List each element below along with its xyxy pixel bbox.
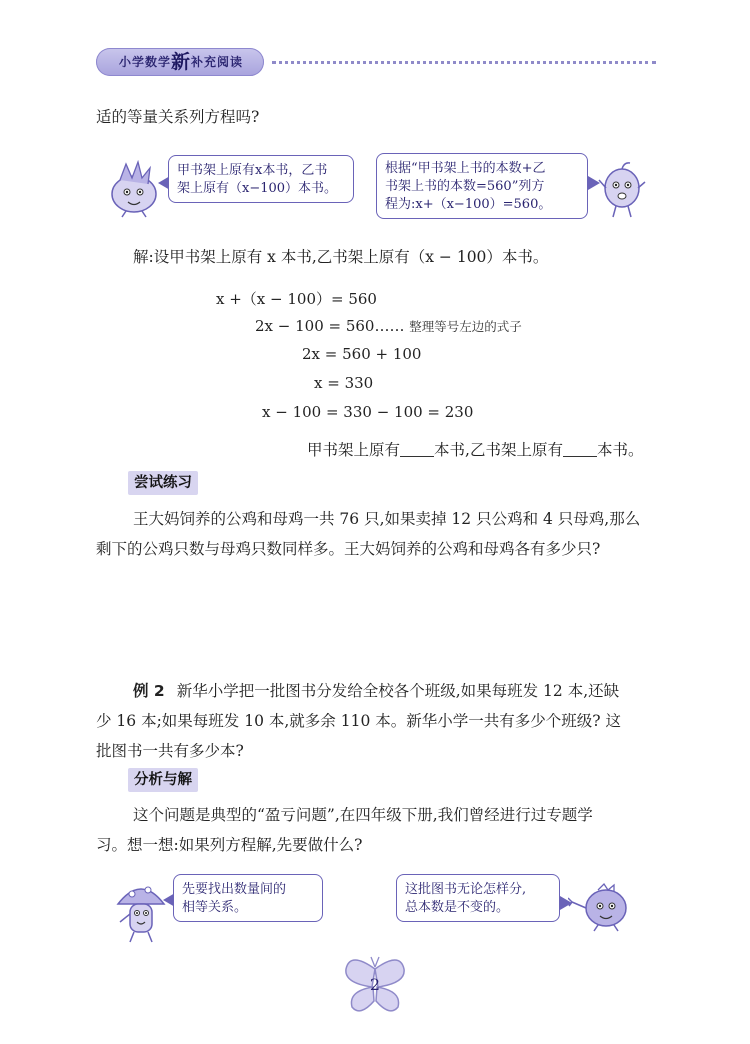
speech-bubble-left: 甲书架上原有x本书，乙书 架上原有（x−100）本书。 [168,155,354,203]
analysis-line-2: 习。想一想:如果列方程解,先要做什么? [96,836,363,854]
speech-bubble-bottom-right: 这批图书无论怎样分, 总本数是不变的。 [396,874,560,922]
equation-1: x +（x − 100）= 560 [216,290,377,308]
example-2-line-2: 少 16 本;如果每班发 10 本,就多余 110 本。新华小学一共有多少个班级? 这 [96,712,621,730]
example-2-line-3: 批图书一共有多少本? [96,742,244,760]
example-2-line-1-text: 新华小学把一批图书分发给全校各个班级,如果每班发 12 本,还缺 [176,682,620,700]
mushroom-character-icon [112,878,170,944]
equation-2-text: 2x − 100 = 560…… [255,317,405,335]
answer-line [307,435,643,465]
equation-3: 2x = 560 + 100 [302,345,422,363]
answer-text-c: 本书。 [596,441,644,459]
answer-blank-2[interactable] [563,442,597,457]
vegetable-character-icon [104,160,166,218]
series-title: 小学数学新补充阅读 [118,51,244,73]
answer-text-a: 甲书架上原有 [307,441,401,459]
solution-intro: 解:设甲书架上原有 x 本书,乙书架上原有（x − 100）本书。 [133,248,549,266]
speech-bubble-bottom-left: 先要找出数量间的 相等关系。 [173,874,323,922]
page-number: 2 [369,975,381,994]
analysis-line-1: 这个问题是典型的“盈亏问题”,在四年级下册,我们曾经进行过专题学 [133,806,593,824]
example-2-line-1 [133,676,619,706]
equation-4: x = 330 [314,374,374,392]
answer-text-b: 本书,乙书架上原有 [434,441,563,459]
equation-5: x − 100 = 330 − 100 = 230 [262,403,474,421]
answer-blank-1[interactable] [400,442,434,457]
equation-2 [255,317,522,335]
fruit-character-icon [598,160,646,220]
practice-line-1: 王大妈饲养的公鸡和母鸡一共 76 只,如果卖掉 12 只公鸡和 4 只母鸡,那么 [133,510,641,528]
example-2-label: 例 2 [133,682,165,700]
intro-line: 适的等量关系列方程吗? [96,108,260,126]
speech-bubble-right: 根据“甲书架上书的本数+乙 书架上书的本数=560”列方 程为:x+（x−100）=560。 [376,153,588,219]
practice-line-2: 剩下的公鸡只数与母鸡只数同样多。王大妈饲养的公鸡和母鸡各有多少只? [96,540,601,558]
practice-label: 尝试练习 [128,471,198,495]
equation-note: 整理等号左边的式子 [409,319,522,334]
analysis-label: 分析与解 [128,768,198,792]
berry-character-icon [568,882,634,932]
header-dotted-rule [272,61,656,66]
